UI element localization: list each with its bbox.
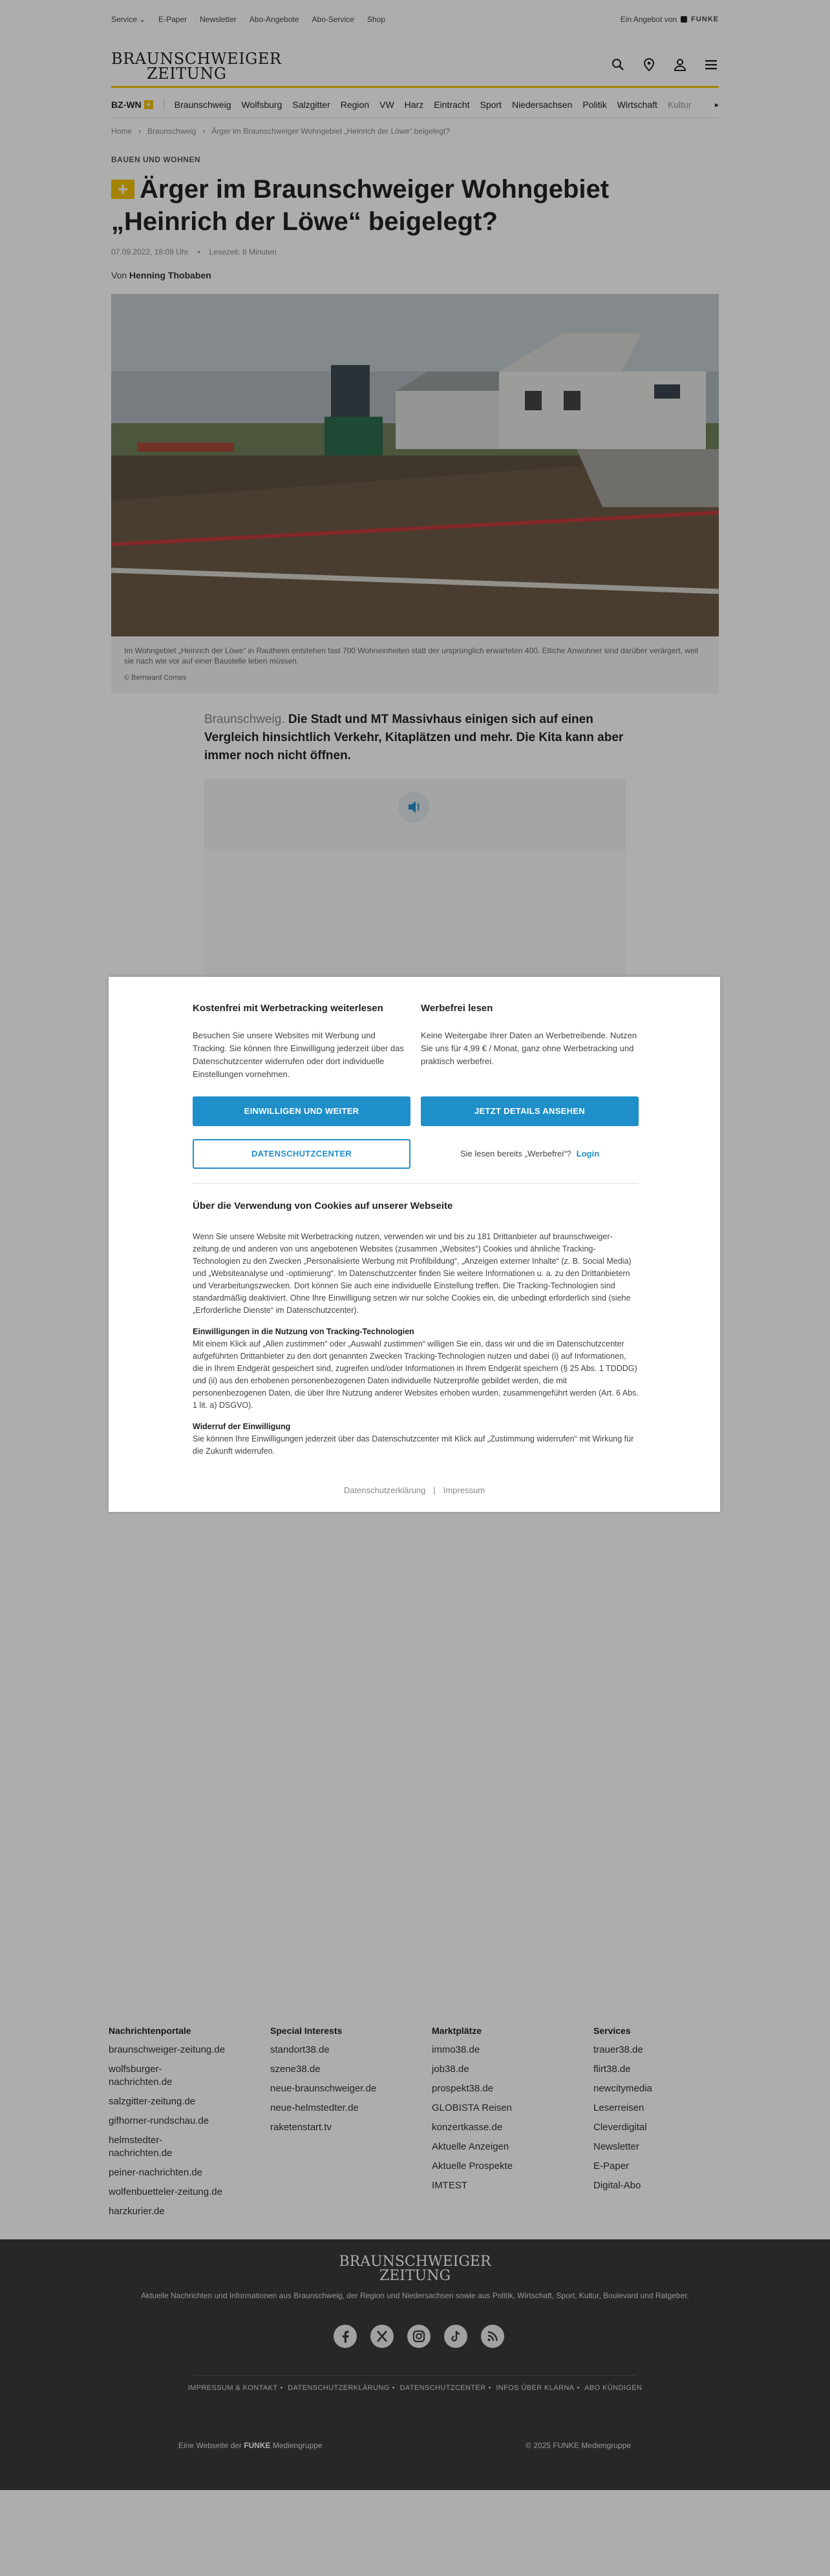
details-button[interactable]: JETZT DETAILS ANSEHEN <box>421 1096 639 1126</box>
logo-line2: ZEITUNG <box>147 65 227 83</box>
consent-right-title: Werbefrei lesen <box>421 1003 493 1014</box>
consent-adfree-column <box>421 1003 639 1169</box>
nav-item-braunschweig[interactable]: Braunschweig <box>174 99 231 110</box>
funke-name: FUNKE <box>691 16 719 23</box>
footer-col-title: Special Interests <box>270 2026 343 2036</box>
lead-text: Die Stadt und MT Massivhaus einigen sich auf einen Vergleich hinsichtlich Verkehr, Kitaplätzen und mehr. Die Kita kann aber immer noch nicht öffnen. <box>204 713 624 762</box>
footer-link[interactable]: IMTEST <box>432 2180 467 2191</box>
footer-col-title: Marktplätze <box>432 2026 482 2036</box>
headline-text: Ärger im Braunschweiger Wohngebiet „Heinrich der Löwe“ beigelegt? <box>111 175 610 236</box>
footer-link[interactable]: Newsletter <box>593 2141 639 2152</box>
caption-text: Im Wohngebiet „Heinrich der Löwe“ in Rautheim entstehen fast 700 Wohneinheiten statt der ursprünglich erwarteten 400. Etliche Anwohner sind darüber verärgert, weil sie nach wie vor auf einer Baustelle leben müssen. <box>124 646 699 665</box>
consent-para3-text: Sie können Ihre Einwilligungen jederzeit über das Datenschutzcenter mit Klick auf „Zustimmung widerrufen“ mit Wirkung für die Zukunft widerrufen. <box>193 1434 634 1456</box>
util-link-shop[interactable]: Shop <box>367 15 385 24</box>
footer-link[interactable]: peiner-nachrichten.de <box>109 2167 203 2178</box>
logo-line1: BRAUNSCHWEIGER <box>111 50 282 68</box>
consent-para2-text: Mit einem Klick auf „Allen zustimmen“ oder „Auswahl zustimmen“ willigen Sie ein, dass wir und die im Datenschutzcenter aufgeführten Drittanbieter zu den dort genannten Zwecken Tracking-Technologien nutzen und dabei (i) auf Informationen, die in Ihrem Endgerät gespeichert sind, zugreifen und/oder Informationen in Ihrem Endgerät speichern (§ 25 Abs. 1 TDDDG) und (ii) aus den erhobenen personenbezogenen Daten individuelle Nutzerprofile gebildet werden, die mit personenbezogenen Daten, die über Ihre Nutzung anderer Websites erhoben wurden, zusammengeführt werden (Art. 6 Abs. 1 lit. a) DSGVO). <box>193 1339 639 1410</box>
consent-para2-title: Einwilligungen in die Nutzung von Tracking-Technologien <box>193 1327 414 1336</box>
consent-footer-sep: | <box>433 1485 436 1495</box>
consent-privacy-link[interactable]: Datenschutzerklärung <box>343 1485 426 1495</box>
image-credit: © Bernward Comes <box>124 674 187 682</box>
footer-link[interactable]: helmstedter-nachrichten.de <box>109 2135 173 2159</box>
nav-item-wirtschaft[interactable]: Wirtschaft <box>617 99 657 110</box>
chevron-down-icon: ⌄ <box>139 15 146 24</box>
breadcrumb-home[interactable]: Home <box>111 127 133 136</box>
footer-link[interactable]: raketenstart.tv <box>270 2122 332 2133</box>
footer-link[interactable]: konzertkasse.de <box>432 2122 503 2133</box>
footer-logo-line2: ZEITUNG <box>379 2268 451 2284</box>
author-prefix: Von <box>111 270 127 280</box>
copyright: © 2025 FUNKE Mediengruppe <box>526 2441 631 2450</box>
footer-link[interactable]: wolfenbuetteler-zeitung.de <box>109 2186 222 2197</box>
footer-link[interactable]: standort38.de <box>270 2044 330 2055</box>
nav-item-salzgitter[interactable]: Salzgitter <box>292 99 330 110</box>
nav-item-sport[interactable]: Sport <box>480 99 502 110</box>
nav-item-politik[interactable]: Politik <box>582 99 607 110</box>
footer-link[interactable]: szene38.de <box>270 2064 321 2075</box>
publisher-brand[interactable]: FUNKE <box>244 2441 271 2450</box>
chevron-right-icon[interactable]: ▸ <box>714 100 719 109</box>
footer-tagline: Aktuelle Nachrichten und Informationen aus Braunschweig, der Region und Niedersachsen sowie aus Politik, Wirtschaft, Sport, Kultur, Boulevard und Ratgeber. <box>141 2291 689 2300</box>
plus-badge-icon: + <box>144 100 153 109</box>
footer-link[interactable]: Aktuelle Prospekte <box>432 2161 513 2172</box>
consent-tracking-column <box>193 1003 410 1169</box>
nav-item-niedersachsen[interactable]: Niedersachsen <box>511 99 573 110</box>
footer-link[interactable]: job38.de <box>432 2064 469 2075</box>
nav-item-kultur[interactable]: Kultur <box>667 99 692 110</box>
footer-link[interactable]: newcitymedia <box>593 2083 652 2094</box>
publisher-suffix: Mediengruppe <box>272 2441 323 2450</box>
footer-link[interactable]: Digital-Abo <box>593 2180 641 2191</box>
footer-link[interactable]: prospekt38.de <box>432 2083 494 2094</box>
consent-para3-title: Widerruf der Einwilligung <box>193 1422 291 1431</box>
footer-link[interactable]: E-Paper <box>593 2161 630 2172</box>
footer-link[interactable]: salzgitter-zeitung.de <box>109 2096 196 2107</box>
footer-link[interactable]: GLOBISTA Reisen <box>432 2102 512 2113</box>
consent-dialog <box>109 977 720 1512</box>
lead-city: Braunschweig. <box>204 713 285 726</box>
privacy-center-button[interactable]: DATENSCHUTZCENTER <box>193 1139 410 1169</box>
footer-col-title: Services <box>593 2026 631 2036</box>
consent-paragraph-3 <box>193 1421 639 1458</box>
footer-link[interactable]: Leserreisen <box>593 2102 644 2113</box>
util-link-newsletter[interactable]: Newsletter <box>200 15 237 24</box>
footer-link[interactable]: neue-helmstedter.de <box>270 2102 359 2113</box>
nav-item-vw[interactable]: VW <box>379 99 394 110</box>
article-date: 07.09.2022, 18:09 Uhr <box>111 247 189 257</box>
consent-left-title: Kostenfrei mit Werbetracking weiterlesen <box>193 1003 383 1014</box>
util-link-service[interactable]: Service <box>111 15 138 24</box>
legal-datenschutz[interactable]: DATENSCHUTZERKLÄRUNG <box>288 2384 390 2392</box>
plus-badge-icon: + <box>111 180 134 199</box>
footer-link[interactable]: neue-braunschweiger.de <box>270 2083 377 2094</box>
author-name[interactable]: Henning Thobaben <box>129 270 211 280</box>
breadcrumb-current: Ärger im Braunschweiger Wohngebiet „Heinrich der Löwe“ beigelegt? <box>211 127 451 136</box>
footer-link[interactable]: braunschweiger-zeitung.de <box>109 2044 226 2055</box>
footer-logo-line1: BRAUNSCHWEIGER <box>339 2254 491 2270</box>
footer-link[interactable]: immo38.de <box>432 2044 480 2055</box>
util-link-abo-service[interactable]: Abo-Service <box>312 15 354 24</box>
footer-link[interactable]: wolfsburger-nachrichten.de <box>109 2064 173 2088</box>
consent-paragraph-1: Wenn Sie unsere Website mit Werbetracking nutzen, verwenden wir und bis zu 181 Drittanbieter auf braunschweiger-zeitung.de und anderen von uns angebotenen Websites (zusammen „Websites“) Cookies und ähnliche Tracking-Technologien zu den Zwecken „Personalisierte Werbung mit Profilbildung“, „Anzeigen externer Inhalte“ (z. B. Social Media) und „Websiteanalyse und -optimierung“. Im Datenschutzcenter finden Sie weitere Informationen u. a. zu den Drittanbietern und Verarbeitungszwecken. Dort können Sie auch eine individuelle Einstellung treffen. Die Tracking-Technologien sind standardmäßig deaktiviert. Ohne Ihre Einwilligung setzen wir nur solche Cookies ein, die unbedingt erforderlich sind (siehe „Erforderliche Dienste“ im Datenschutzcenter). <box>193 1232 632 1315</box>
consent-body <box>193 1231 639 1458</box>
consent-right-text: Keine Weitergabe Ihrer Daten an Werbetreibende. Nutzen Sie uns für 4,99 € / Monat, ganz ohne Werbetracking und praktisch werbefrei. <box>421 1031 637 1066</box>
read-time: Lesezeit: 8 Minuten <box>209 247 277 257</box>
chevron-right-icon: › <box>202 127 206 136</box>
cookies-title: Über die Verwendung von Cookies auf unserer Webseite <box>193 1200 453 1211</box>
nav-item-wolfsburg[interactable]: Wolfsburg <box>241 99 282 110</box>
nav-item-harz[interactable]: Harz <box>404 99 424 110</box>
util-link-abo-angebote[interactable]: Abo-Angebote <box>249 15 299 24</box>
footer-link[interactable]: gifhorner-rundschau.de <box>109 2115 209 2126</box>
login-row <box>421 1139 639 1169</box>
chevron-right-icon: › <box>138 127 142 136</box>
footer-link[interactable]: harzkurier.de <box>109 2206 165 2217</box>
bzwn-label: BZ-WN <box>111 99 142 110</box>
footer-col-title: Nachrichtenportale <box>109 2026 191 2036</box>
legal-links: IMPRESSUM & KONTAKT • DATENSCHUTZERKLÄRUNG • DATENSCHUTZCENTER • INFOS ÜBER KLARNA • ABO KÜNDIGEN <box>187 2384 643 2392</box>
funke-prefix: Ein Angebot von <box>620 15 677 24</box>
consent-divider <box>193 1183 639 1184</box>
nav-item-eintracht[interactable]: Eintracht <box>434 99 470 110</box>
footer-link[interactable]: flirt38.de <box>593 2064 631 2075</box>
legal-impressum[interactable]: IMPRESSUM & KONTAKT <box>187 2384 278 2392</box>
footer-link[interactable]: trauer38.de <box>593 2044 643 2055</box>
consent-left-text: Besuchen Sie unsere Websites mit Werbung und Tracking. Sie können Ihre Einwilligung jederzeit über das Datenschutzcenter widerrufen oder dort individuelle Einstellungen vornehmen. <box>193 1031 404 1079</box>
footer-link[interactable]: Cleverdigital <box>593 2122 647 2133</box>
breadcrumb-section[interactable]: Braunschweig <box>147 127 197 136</box>
legal-datenschutzcenter[interactable]: DATENSCHUTZCENTER <box>399 2384 486 2392</box>
login-link[interactable]: Login <box>576 1149 600 1158</box>
accept-button[interactable]: EINWILLIGEN UND WEITER <box>193 1096 410 1126</box>
login-question: Sie lesen bereits „Werbefrei“? <box>460 1149 571 1158</box>
consent-footer <box>109 1485 720 1495</box>
consent-imprint-link[interactable]: Impressum <box>443 1485 485 1495</box>
publisher-prefix: Eine Webseite der <box>178 2441 242 2450</box>
nav-item-region[interactable]: Region <box>340 99 370 110</box>
legal-klarna[interactable]: INFOS ÜBER KLARNA <box>496 2384 575 2392</box>
dot-separator: • <box>197 247 200 257</box>
legal-abo-kuendigen[interactable]: ABO KÜNDIGEN <box>584 2384 643 2392</box>
util-link-epaper[interactable]: E-Paper <box>158 15 187 24</box>
consent-paragraph-2 <box>193 1326 639 1412</box>
article-kicker[interactable]: BAUEN UND WOHNEN <box>111 155 200 164</box>
footer-link[interactable]: Aktuelle Anzeigen <box>432 2141 509 2152</box>
